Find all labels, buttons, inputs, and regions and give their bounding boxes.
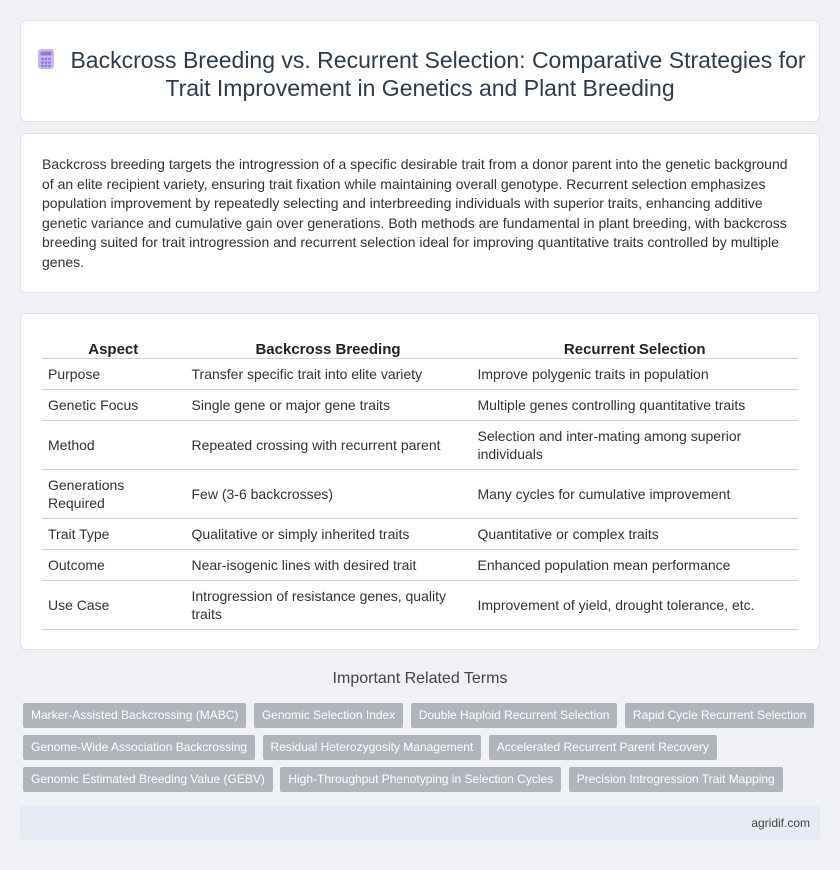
header-backcross: Backcross Breeding — [185, 334, 471, 358]
related-term-tag[interactable]: Residual Heterozygosity Management — [263, 735, 482, 760]
comparison-table — [42, 334, 798, 630]
table-cell: Generations Required — [42, 469, 185, 518]
table-cell: Genetic Focus — [42, 389, 185, 420]
tag-row — [23, 735, 823, 767]
table-row — [42, 580, 798, 629]
table-cell: Improvement of yield, drought tolerance, etc. — [471, 580, 798, 629]
table-cell: Qualitative or simply inherited traits — [185, 518, 471, 549]
related-term-tag[interactable]: Double Haploid Recurrent Selection — [411, 703, 618, 728]
page-title-text: Backcross Breeding vs. Recurrent Selection: Comparative Strategies for Trait Improvement in Genetics and Plant Breeding — [70, 47, 806, 101]
table-cell: Repeated crossing with recurrent parent — [185, 420, 471, 469]
table-cell: Many cycles for cumulative improvement — [471, 469, 798, 518]
header-recurrent: Recurrent Selection — [471, 334, 798, 358]
footer-site-link[interactable]: agridif.com — [751, 816, 810, 830]
related-terms-tags — [23, 703, 823, 799]
table-row — [42, 518, 798, 549]
table-cell: Few (3-6 backcrosses) — [185, 469, 471, 518]
table-cell: Enhanced population mean performance — [471, 549, 798, 580]
related-terms-heading: Important Related Terms — [332, 670, 508, 687]
related-term-tag[interactable]: Genome-Wide Association Backcrossing — [23, 735, 255, 760]
table-row — [42, 389, 798, 420]
table-cell: Improve polygenic traits in population — [471, 358, 798, 389]
related-term-tag[interactable]: Rapid Cycle Recurrent Selection — [625, 703, 814, 728]
header-aspect: Aspect — [42, 334, 185, 358]
tag-row — [23, 703, 823, 735]
title-card — [20, 20, 820, 122]
footer-bar — [20, 806, 820, 840]
table-cell: Quantitative or complex traits — [471, 518, 798, 549]
table-cell: Outcome — [42, 549, 185, 580]
related-term-tag[interactable]: Genomic Estimated Breeding Value (GEBV) — [23, 767, 273, 792]
table-row — [42, 469, 798, 518]
table-cell: Single gene or major gene traits — [185, 389, 471, 420]
related-term-tag[interactable]: Accelerated Recurrent Parent Recovery — [489, 735, 717, 760]
table-cell: Trait Type — [42, 518, 185, 549]
intro-card — [20, 133, 820, 293]
table-cell: Method — [42, 420, 185, 469]
related-term-tag[interactable]: High-Throughput Phenotyping in Selection Cycles — [280, 767, 561, 792]
intro-paragraph: Backcross breeding targets the introgression of a specific desirable trait from a donor parent into the genetic background of an elite recipient variety, ensuring trait fixation while maintaining overall genotype. Recurrent selection emphasizes population improvement by repeatedly selecting and interbreeding individuals with superior traits, enhancing additive genetic variance and cumulative gain over generations. Both methods are fundamental in plant breeding, with backcross breeding suited for trait introgression and recurrent selection ideal for improving quantitative traits controlled by multiple genes. — [42, 156, 788, 270]
table-cell: Selection and inter-mating among superior individuals — [471, 420, 798, 469]
table-cell: Use Case — [42, 580, 185, 629]
table-header-row — [42, 334, 798, 358]
page-title — [21, 46, 819, 102]
table-cell: Purpose — [42, 358, 185, 389]
related-term-tag[interactable]: Marker-Assisted Backcrossing (MABC) — [23, 703, 246, 728]
comparison-table-card — [20, 313, 820, 650]
table-row — [42, 358, 798, 389]
table-row — [42, 420, 798, 469]
calculator-icon — [34, 47, 58, 71]
related-term-tag[interactable]: Genomic Selection Index — [254, 703, 403, 728]
related-term-tag[interactable]: Precision Introgression Trait Mapping — [569, 767, 783, 792]
table-cell: Transfer specific trait into elite variety — [185, 358, 471, 389]
tag-row — [23, 767, 823, 799]
table-cell: Introgression of resistance genes, quality traits — [185, 580, 471, 629]
table-cell: Near-isogenic lines with desired trait — [185, 549, 471, 580]
table-row — [42, 549, 798, 580]
table-cell: Multiple genes controlling quantitative traits — [471, 389, 798, 420]
